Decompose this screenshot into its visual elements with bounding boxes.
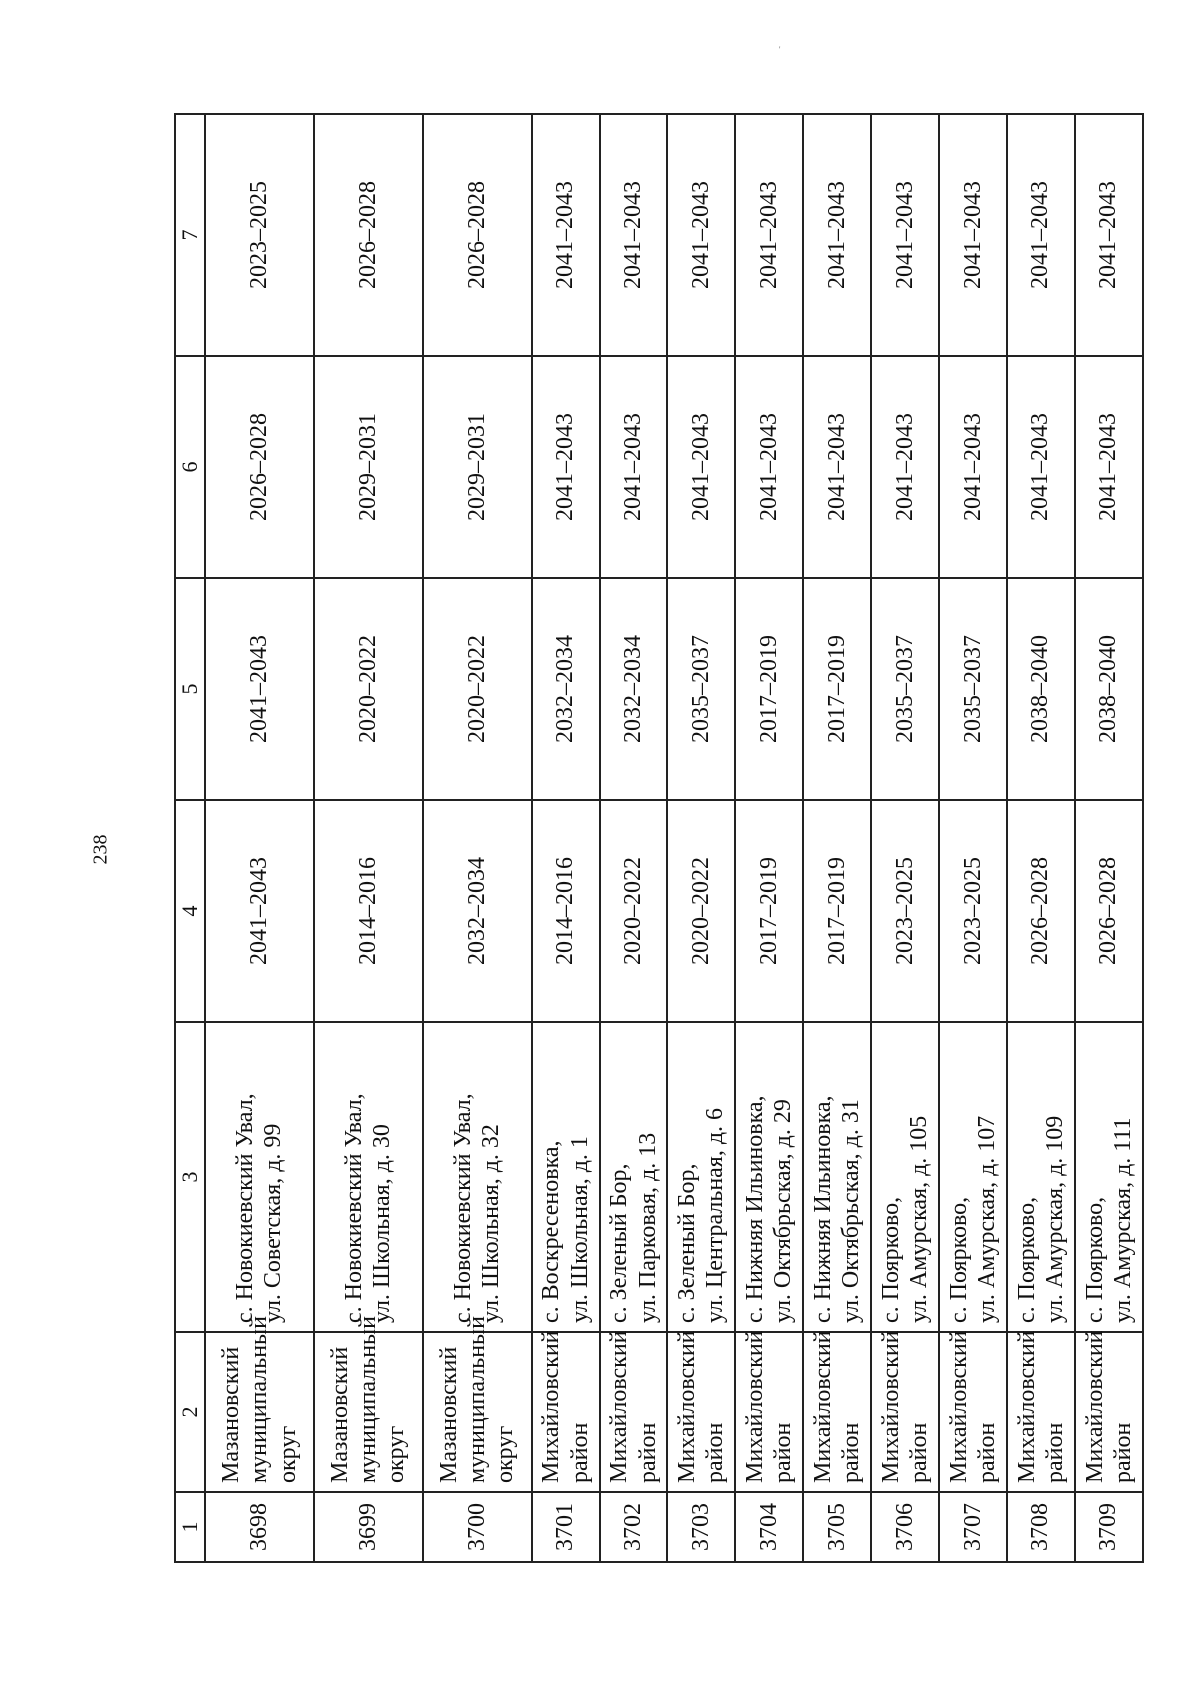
district-line: округ [383,1425,410,1483]
address-line: ул. Школьная, д. 1 [566,1136,593,1323]
district-line: Михайловский [538,1330,565,1483]
column-header-2: 2 [175,1332,205,1492]
period-cell-5: 2041–2043 [205,578,314,800]
table-row [803,114,871,1562]
period-cell-5: 2032–2034 [532,578,600,800]
district-line: Мазановский [326,1346,353,1483]
period-cell-4: 2014–2016 [532,800,600,1022]
column-header-1: 1 [175,1492,205,1562]
schedule-table [174,113,1144,1563]
address-line: с. Поярково, [1013,1196,1040,1323]
table-row [735,114,803,1562]
district-cell [532,1332,600,1492]
period-cell-4: 2017–2019 [803,800,871,1022]
district-line: округ [274,1425,301,1483]
period-cell-5: 2032–2034 [600,578,668,800]
address-line: ул. Октябрьская, д. 31 [838,1099,865,1323]
address-line: с. Новокиевский Увал, [449,1093,476,1323]
period-cell-7: 2041–2043 [532,114,600,356]
period-cell-5: 2038–2040 [1075,578,1143,800]
period-cell-7: 2026–2028 [423,114,532,356]
table-row [314,114,423,1562]
address-cell [803,1022,871,1332]
address-line: ул. Амурская, д. 111 [1109,1117,1136,1323]
period-cell-4: 2017–2019 [735,800,803,1022]
district-cell [1075,1332,1143,1492]
district-line: район [1109,1422,1136,1483]
period-cell-6: 2041–2043 [1007,356,1075,578]
address-line: с. Воскресеновка, [538,1140,565,1323]
row-number-cell: 3703 [667,1492,735,1562]
district-line: район [906,1422,933,1483]
district-cell [871,1332,939,1492]
period-cell-6: 2029–2031 [314,356,423,578]
column-header-4: 4 [175,800,205,1022]
district-cell [939,1332,1007,1492]
district-cell [803,1332,871,1492]
period-cell-6: 2041–2043 [735,356,803,578]
period-cell-7: 2041–2043 [803,114,871,356]
district-line: Михайловский [742,1330,769,1483]
district-line: район [634,1422,661,1483]
table-row [532,114,600,1562]
address-line: ул. Школьная, д. 32 [478,1124,505,1323]
address-cell [1007,1022,1075,1332]
address-line: ул. Амурская, д. 107 [974,1115,1001,1323]
address-cell [600,1022,668,1332]
address-line: с. Зеленый Бор, [674,1163,701,1323]
period-cell-4: 2032–2034 [423,800,532,1022]
corner-mark: ' [779,45,781,54]
rotated-table-container [174,115,1144,1563]
address-cell [532,1022,600,1332]
row-number-cell: 3707 [939,1492,1007,1562]
district-cell [205,1315,314,1492]
address-cell [667,1022,735,1332]
period-cell-7: 2023–2025 [205,114,314,356]
address-line: ул. Центральная, д. 6 [702,1107,729,1323]
period-cell-5: 2035–2037 [871,578,939,800]
address-line: с. Поярково, [1081,1196,1108,1323]
district-line: район [838,1422,865,1483]
period-cell-4: 2020–2022 [667,800,735,1022]
period-cell-6: 2041–2043 [803,356,871,578]
address-line: с. Новокиевский Увал, [341,1093,368,1323]
address-line: с. Поярково, [877,1196,904,1323]
district-line: Мазановский [435,1346,462,1483]
table-row [1075,114,1143,1562]
address-line: ул. Парковая, д. 13 [634,1132,661,1323]
period-cell-5: 2017–2019 [735,578,803,800]
table-row [939,114,1007,1562]
address-line: с. Нижняя Ильиновка, [742,1095,769,1323]
period-cell-6: 2041–2043 [600,356,668,578]
address-line: с. Нижняя Ильиновка, [809,1095,836,1323]
period-cell-6: 2041–2043 [1075,356,1143,578]
district-cell [423,1315,532,1492]
address-line: ул. Амурская, д. 109 [1041,1115,1068,1323]
period-cell-6: 2041–2043 [871,356,939,578]
period-cell-7: 2041–2043 [1007,114,1075,356]
period-cell-4: 2023–2025 [939,800,1007,1022]
district-line: Михайловский [809,1330,836,1483]
period-cell-5: 2020–2022 [423,578,532,800]
district-cell [735,1332,803,1492]
period-cell-5: 2035–2037 [667,578,735,800]
district-line: муниципальный [246,1315,273,1483]
row-number-cell: 3704 [735,1492,803,1562]
district-line: Михайловский [1081,1330,1108,1483]
row-number-cell: 3699 [314,1492,423,1562]
row-number-cell: 3701 [532,1492,600,1562]
header-row [175,114,205,1562]
period-cell-4: 2020–2022 [600,800,668,1022]
address-cell [735,1022,803,1332]
row-number-cell: 3706 [871,1492,939,1562]
district-line: Михайловский [606,1330,633,1483]
district-line: район [1041,1422,1068,1483]
column-header-7: 7 [175,114,205,356]
row-number-cell: 3698 [205,1492,314,1562]
page-number: 238 [89,834,112,865]
period-cell-7: 2041–2043 [1075,114,1143,356]
district-line: район [770,1422,797,1483]
period-cell-4: 2026–2028 [1007,800,1075,1022]
address-cell [871,1022,939,1332]
address-line: с. Поярково, [945,1196,972,1323]
period-cell-6: 2041–2043 [532,356,600,578]
district-line: Мазановский [217,1346,244,1483]
column-header-3: 3 [175,1022,205,1332]
period-cell-5: 2038–2040 [1007,578,1075,800]
district-line: Михайловский [674,1330,701,1483]
district-cell [314,1315,423,1492]
period-cell-7: 2041–2043 [667,114,735,356]
column-header-5: 5 [175,578,205,800]
period-cell-5: 2020–2022 [314,578,423,800]
address-line: с. Новокиевский Увал, [232,1093,259,1323]
period-cell-7: 2041–2043 [939,114,1007,356]
period-cell-4: 2026–2028 [1075,800,1143,1022]
district-cell [600,1332,668,1492]
table-row [871,114,939,1562]
table-row [600,114,668,1562]
period-cell-7: 2041–2043 [871,114,939,356]
row-number-cell: 3709 [1075,1492,1143,1562]
district-line: муниципальный [355,1315,382,1483]
period-cell-7: 2026–2028 [314,114,423,356]
district-cell [667,1332,735,1492]
table-body [205,114,1143,1562]
period-cell-6: 2026–2028 [205,356,314,578]
address-cell [314,1022,423,1332]
district-line: Михайловский [1013,1330,1040,1483]
period-cell-6: 2041–2043 [667,356,735,578]
address-line: с. Зеленый Бор, [606,1163,633,1323]
district-line: муниципальный [464,1315,491,1483]
table-row [667,114,735,1562]
period-cell-4: 2023–2025 [871,800,939,1022]
address-line: ул. Школьная, д. 30 [369,1124,396,1323]
address-cell [205,1022,314,1332]
address-cell [423,1022,532,1332]
column-header-6: 6 [175,356,205,578]
address-line: ул. Амурская, д. 105 [906,1115,933,1323]
district-line: район [702,1422,729,1483]
district-line: район [566,1422,593,1483]
row-number-cell: 3708 [1007,1492,1075,1562]
period-cell-6: 2029–2031 [423,356,532,578]
district-line: район [974,1422,1001,1483]
period-cell-4: 2041–2043 [205,800,314,1022]
address-cell [1075,1022,1143,1332]
address-line: ул. Советская, д. 99 [260,1123,287,1323]
period-cell-6: 2041–2043 [939,356,1007,578]
row-number-cell: 3705 [803,1492,871,1562]
row-number-cell: 3702 [600,1492,668,1562]
period-cell-7: 2041–2043 [600,114,668,356]
period-cell-4: 2014–2016 [314,800,423,1022]
district-line: Михайловский [945,1330,972,1483]
district-cell [1007,1332,1075,1492]
table-row [205,114,314,1562]
district-line: Михайловский [877,1330,904,1483]
period-cell-5: 2035–2037 [939,578,1007,800]
row-number-cell: 3700 [423,1492,532,1562]
address-cell [939,1022,1007,1332]
period-cell-5: 2017–2019 [803,578,871,800]
table-row [423,114,532,1562]
table-row [1007,114,1075,1562]
district-line: округ [492,1425,519,1483]
period-cell-7: 2041–2043 [735,114,803,356]
address-line: ул. Октябрьская, д. 29 [770,1099,797,1323]
